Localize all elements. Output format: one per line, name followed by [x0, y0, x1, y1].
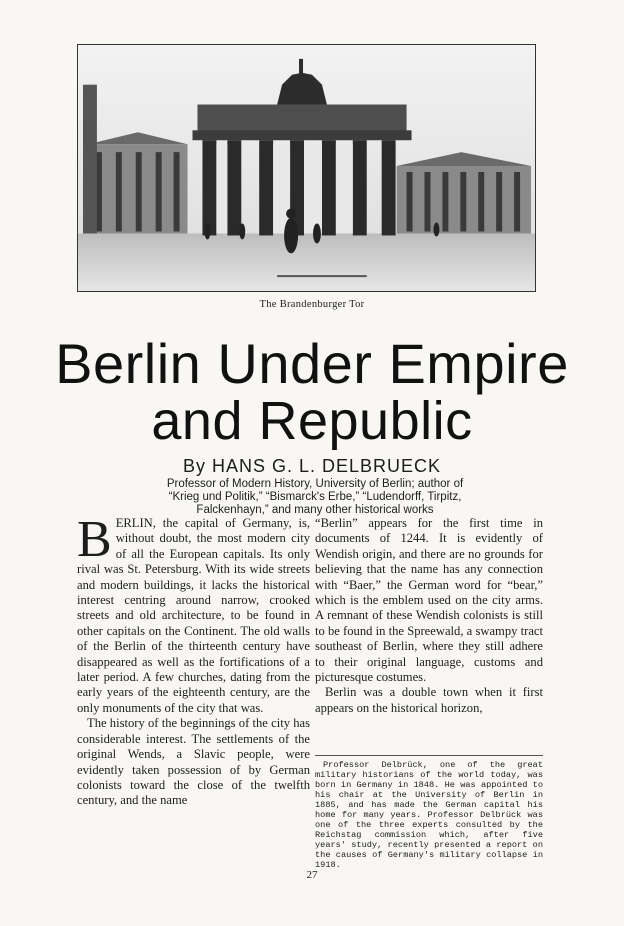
article-title-line-1: Berlin Under Empire	[55, 332, 569, 395]
footnote-divider	[315, 755, 543, 756]
article-column-right	[315, 516, 543, 716]
author-byline: By HANS G. L. DELBRUECK	[182, 456, 442, 476]
drop-cap: B	[77, 511, 112, 568]
brandenburg-gate-photo	[77, 44, 536, 292]
author-credentials: Professor of Modern History, University of Berlin; author of “Krieg und Politik,” “Bismarck's Erbe,” “Ludendorff, Tirpitz, Falckenhayn,” and many other historical works	[166, 478, 464, 516]
paragraph-intro	[77, 511, 310, 716]
author-footnote	[315, 760, 543, 870]
photo-caption: The Brandenburger Tor	[259, 299, 365, 310]
paragraph-history: The history of the beginnings of the city has considerable interest. The settlements of the original Wends, a Slavic people, were evidently taken possession of by German colonists toward the close of the twelfth century, and the name	[77, 716, 310, 808]
paragraph-double-town: Berlin was a double town when it first appears on the historical horizon,	[315, 685, 543, 715]
footnote-text: Professor Delbrück, one of the great military historians of the world today, was born in Germany in 1848. He was appointed to his chair at the University of Berlin in 1885, and has made the German capital his home for many years. Professor Delbrück was one of the three experts consulted by the Reichstag commission which, after five years' study, recently presented a report on the causes of Germany's military collapse in 1918.	[315, 760, 543, 870]
paragraph-intro-text: ERLIN, the capital of Germany, is, without doubt, the most modern city of all the European capitals. Its only rival was St. Petersburg. With its wide streets and modern buildings, it lacks the historical interest centring around narrow, crooked streets and old architecture, to be found in other capitals on the Continent. The old walls of the Berlin of the thirteenth century have disappeared as well as the fortifications of a later period. A few churches, dating from the early years of the eighteenth century, are the only monuments of the city that was.	[77, 516, 310, 715]
article-column-left	[77, 511, 310, 809]
paragraph-name-origin: “Berlin” appears for the first time in documents of 1244. It is evidently of Wendish origin, and there are no grounds for believing that the name has any connection with “Baer,” the German word for “bear,” which is the emblem used on the city arms. A remnant of these Wendish colonists is still to be found in the Spreewald, a swampy tract southeast of Berlin, where they still adhere to their original language, customs and picturesque costumes.	[315, 516, 543, 685]
article-title-line-2: and Republic	[151, 391, 473, 451]
page-number: 27	[306, 869, 318, 881]
